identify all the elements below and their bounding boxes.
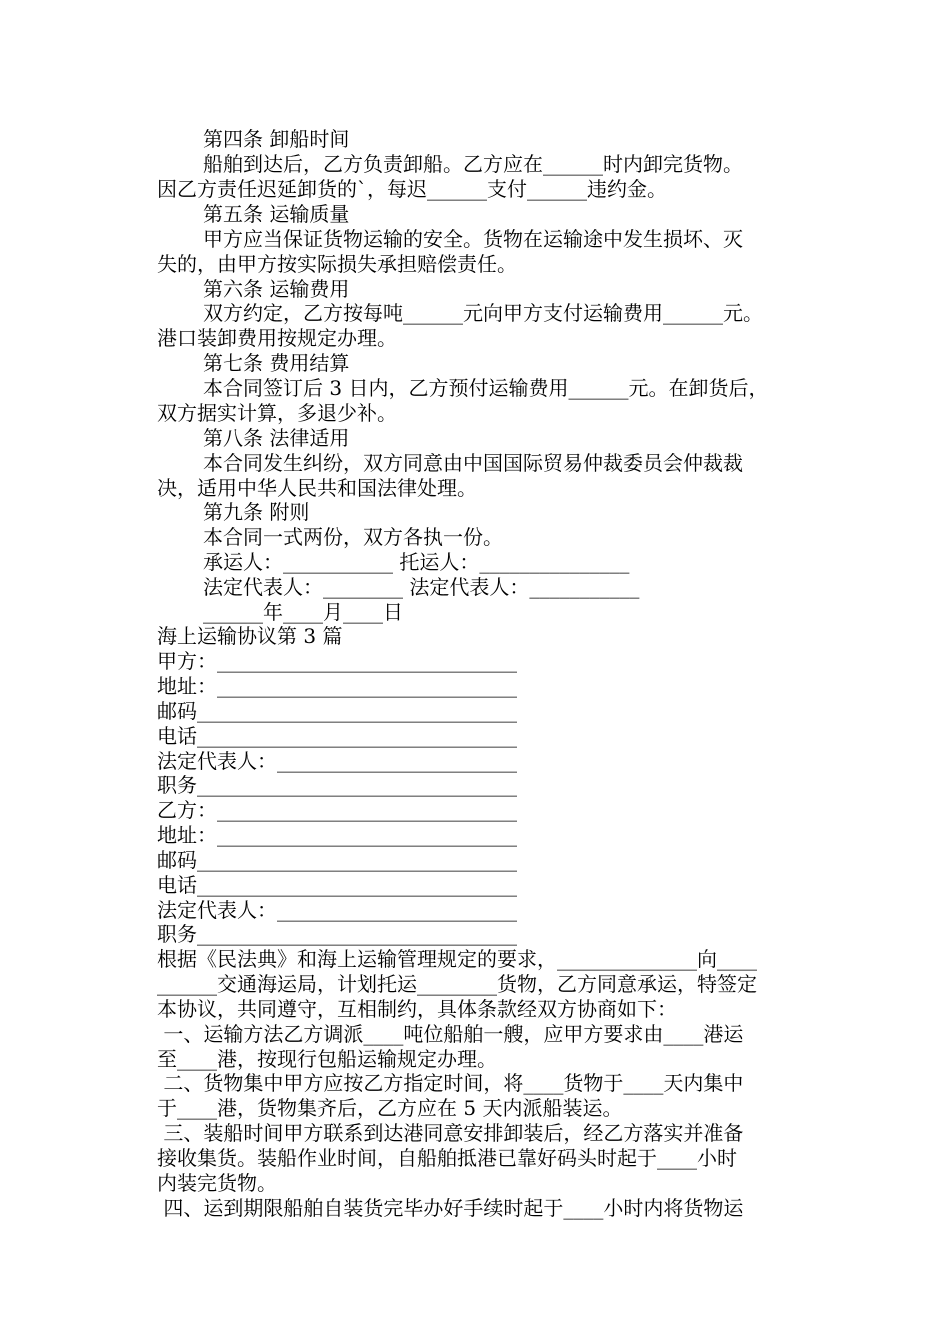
preamble-line-1: 根据《民法典》和海上运输管理规定的要求，______________向____ <box>157 947 757 971</box>
party-b-postcode-field: 邮码________________________________ <box>157 848 517 872</box>
clause-3-line-3: 内装完货物。 <box>157 1171 277 1195</box>
preamble-line-2: ______交通海运局，计划托运________货物，乙方同意承运，特签定 <box>157 972 757 996</box>
article-7-text-line-2: 双方据实计算，多退少补。 <box>157 401 397 425</box>
party-a-field: 甲方：______________________________ <box>157 649 517 673</box>
article-4-text-line-1: 船舶到达后，乙方负责卸船。乙方应在______时内卸完货物。 <box>203 152 743 176</box>
clause-1-line-1: 一、运输方法乙方调派____吨位船舶一艘，应甲方要求由____港运 <box>157 1022 744 1046</box>
agreement-3-title: 海上运输协议第 3 篇 <box>157 624 343 648</box>
article-5-heading: 第五条 运输质量 <box>203 202 350 226</box>
article-5-text-line-1: 甲方应当保证货物运输的安全。货物在运输途中发生损坏、灭 <box>203 227 743 251</box>
article-9-heading: 第九条 附则 <box>203 500 310 524</box>
clause-3-line-2: 接收集货。装船作业时间，自船舶抵港已靠好码头时起于____小时 <box>157 1146 737 1170</box>
article-8-heading: 第八条 法律适用 <box>203 426 350 450</box>
party-a-phone-field: 电话________________________________ <box>157 724 517 748</box>
clause-2-line-2: 于____港，货物集齐后，乙方应在 5 天内派船装运。 <box>157 1096 623 1120</box>
preamble-line-3: 本协议，共同遵守，互相制约，具体条款经双方协商如下： <box>157 997 677 1021</box>
article-8-text-line-1: 本合同发生纠纷，双方同意由中国国际贸易仲裁委员会仲裁裁 <box>203 451 743 475</box>
article-6-heading: 第六条 运输费用 <box>203 277 350 301</box>
party-b-field: 乙方：______________________________ <box>157 798 517 822</box>
article-8-text-line-2: 决，适用中华人民共和国法律处理。 <box>157 476 477 500</box>
clause-4-line-1: 四、运到期限船舶自装货完毕办好手续时起于____小时内将货物运 <box>157 1196 744 1220</box>
article-5-text-line-2: 失的，由甲方按实际损失承担赔偿责任。 <box>157 252 517 276</box>
clause-3-line-1: 三、装船时间甲方联系到达港同意安排卸装后，经乙方落实并准备 <box>157 1121 744 1145</box>
article-7-text-line-1: 本合同签订后 3 日内，乙方预付运输费用______元。在卸货后， <box>203 376 769 400</box>
article-4-heading: 第四条 卸船时间 <box>203 127 350 151</box>
article-9-text-line-1: 本合同一式两份，双方各执一份。 <box>203 525 503 549</box>
party-a-address-field: 地址：______________________________ <box>157 674 517 698</box>
article-6-text-line-1: 双方约定，乙方按每吨______元向甲方支付运输费用______元。 <box>203 301 763 325</box>
article-6-text-line-2: 港口装卸费用按规定办理。 <box>157 326 397 350</box>
party-a-position-field: 职务________________________________ <box>157 773 517 797</box>
clause-1-line-2: 至____港，按现行包船运输规定办理。 <box>157 1047 497 1071</box>
article-7-heading: 第七条 费用结算 <box>203 351 350 375</box>
signature-legal-representatives: 法定代表人：________ 法定代表人：___________ <box>203 575 640 599</box>
party-b-address-field: 地址：______________________________ <box>157 823 517 847</box>
signature-carrier-shipper: 承运人：___________ 托运人：_______________ <box>203 550 630 574</box>
clause-2-line-1: 二、货物集中甲方应按乙方指定时间，将____货物于____天内集中 <box>157 1071 744 1095</box>
signature-date: ______年____月____日 <box>203 600 403 624</box>
party-a-postcode-field: 邮码________________________________ <box>157 699 517 723</box>
article-4-text-line-2: 因乙方责任迟延卸货的`，每迟______支付______违约金。 <box>157 177 667 201</box>
party-a-legal-rep-field: 法定代表人：________________________ <box>157 749 517 773</box>
party-b-legal-rep-field: 法定代表人：________________________ <box>157 898 517 922</box>
party-b-position-field: 职务________________________________ <box>157 922 517 946</box>
party-b-phone-field: 电话________________________________ <box>157 873 517 897</box>
